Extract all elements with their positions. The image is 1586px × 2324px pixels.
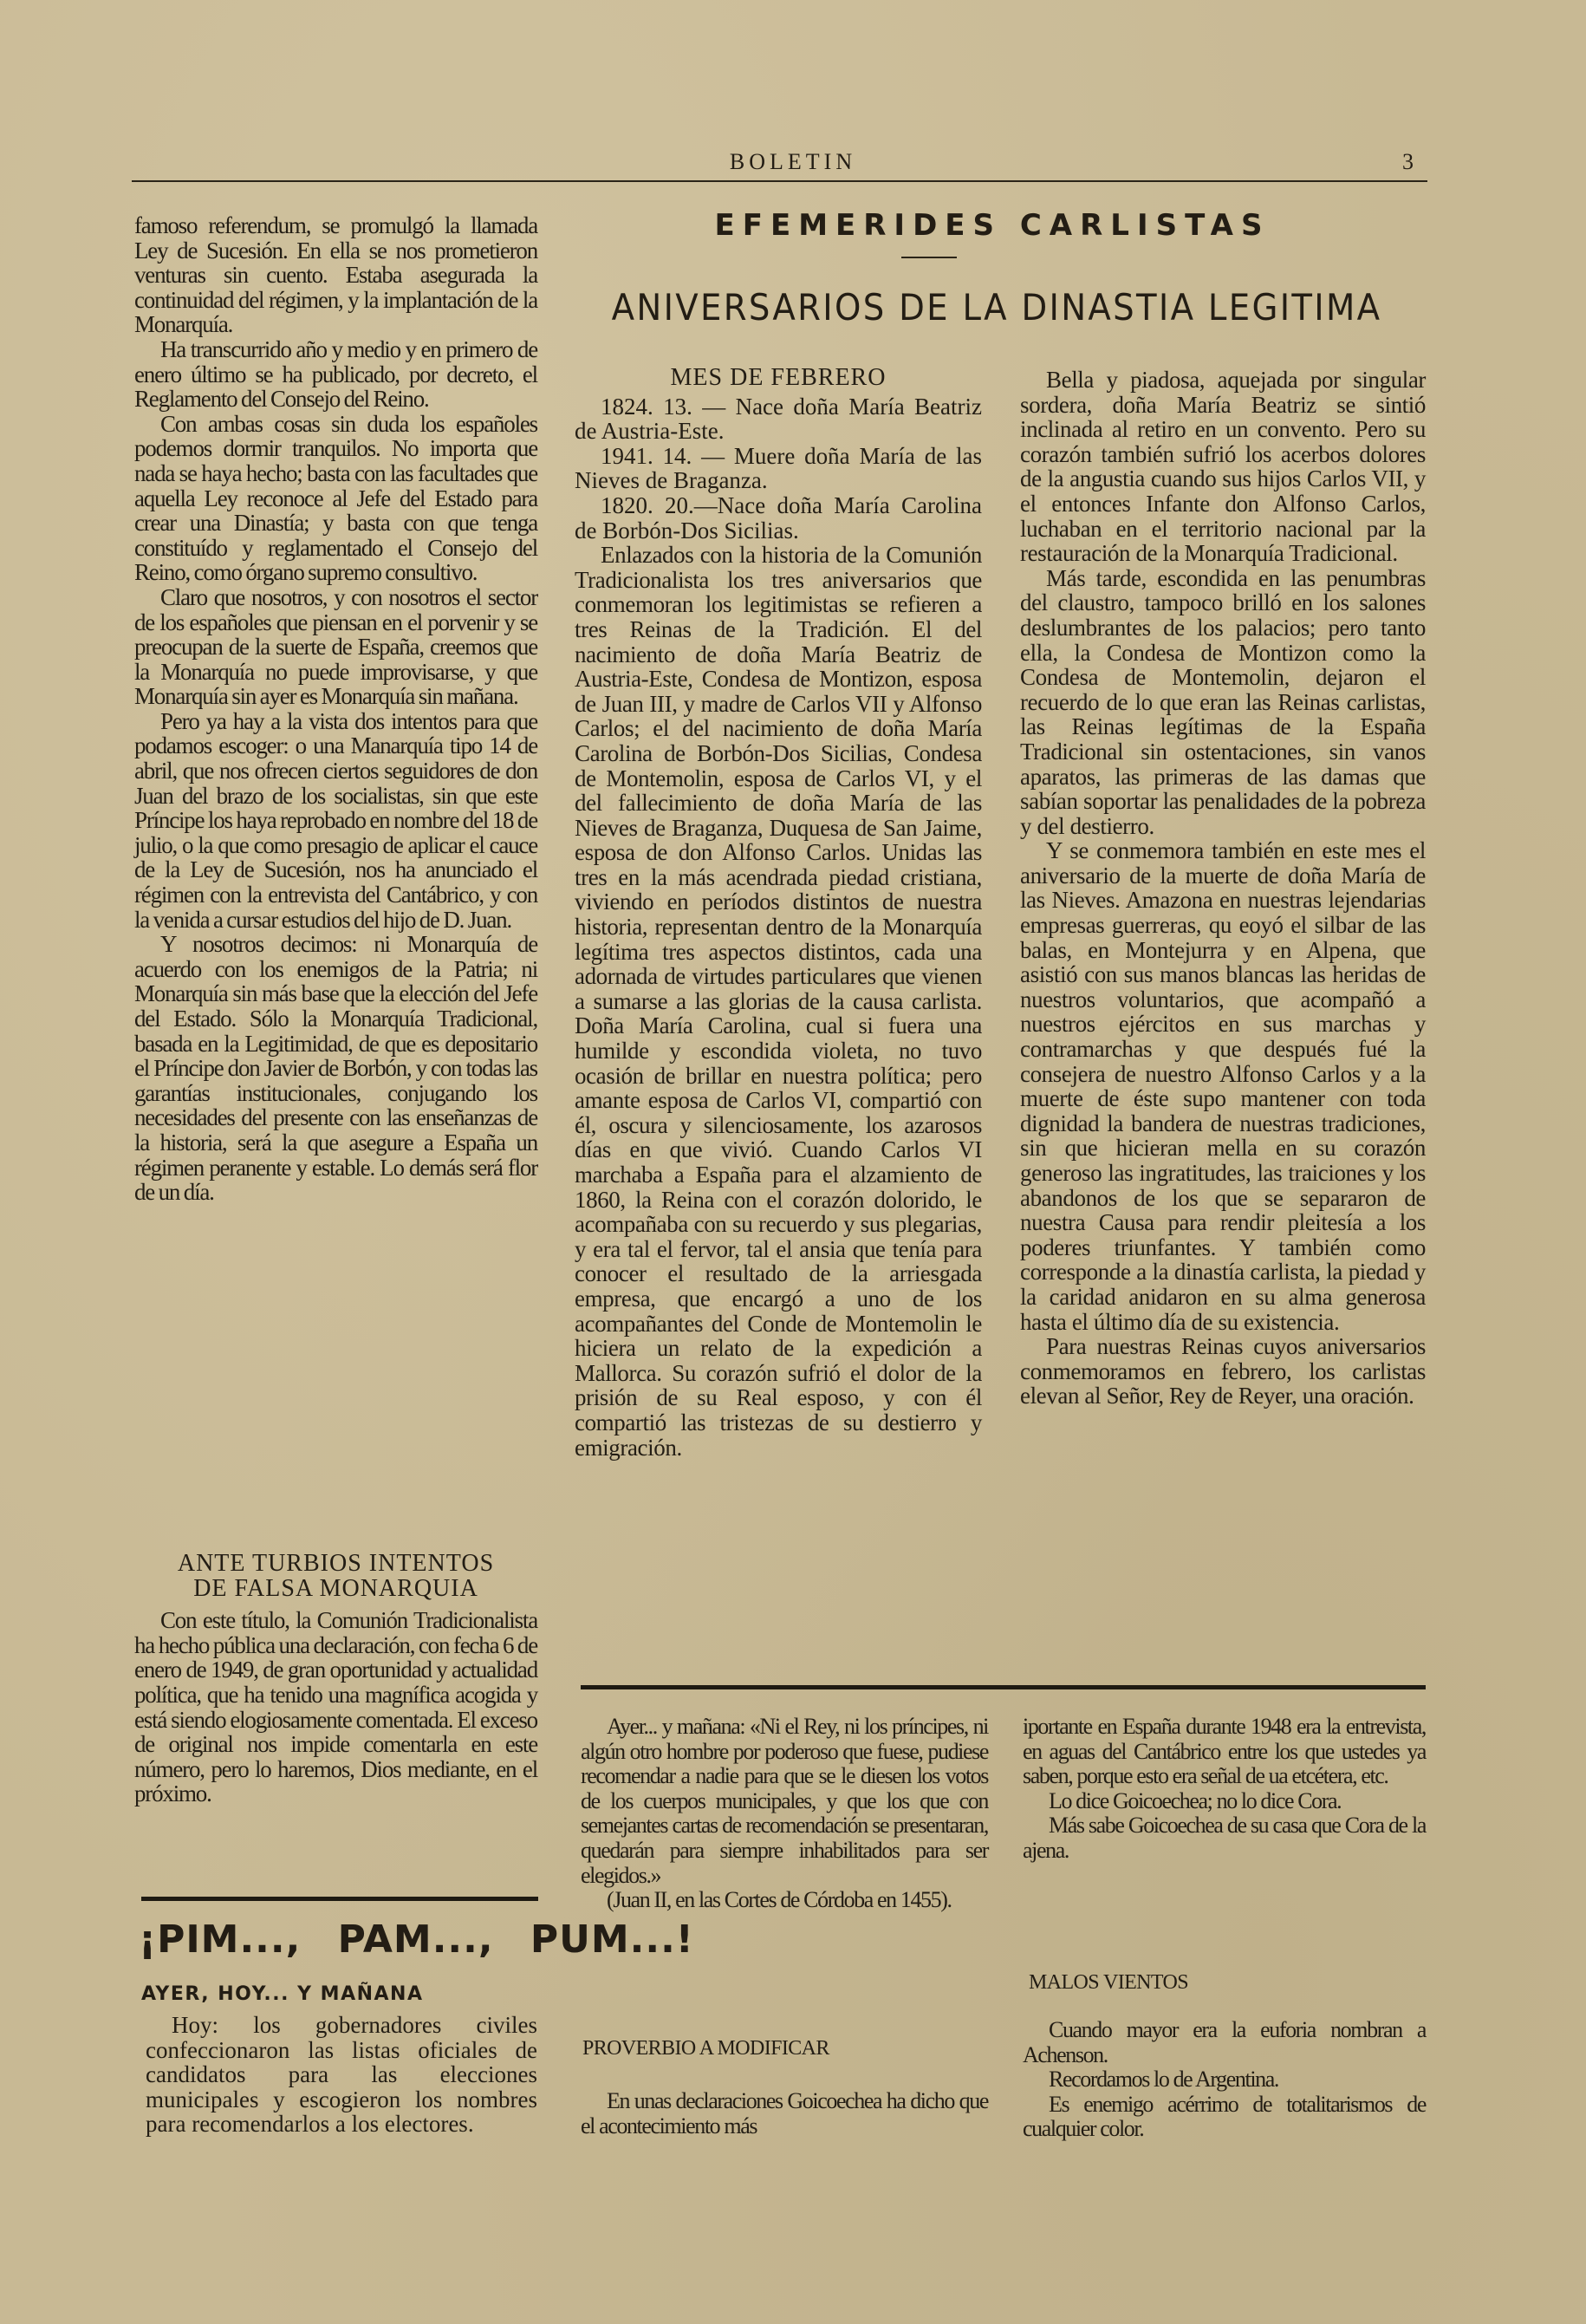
proverbio-block <box>581 2089 988 2138</box>
paragraph: Ayer... y mañana: «Ni el Rey, ni los príncipes, ni algún otro hombre por poderoso que fuese, pudiese recomendar a nadie para que se le diesen los votos de los cuerpos municipales, y que los que con semejantes cartas de recomendación se presentaran, quedarán para siempre inhabilitados para ser elegidos.» <box>581 1714 988 1888</box>
paragraph: Enlazados con la historia de la Comunión Tradicionalista los tres aniversarios que conmemoran los legitimistas se refieren a tres Reinas de la Tradición. El del nacimiento de doña María Beatriz de Austria-Este, Condesa de Montizon, esposa de Juan III, y madre de Carlos VII y Alfonso Carlos; el del nacimiento de doña María Carolina de Borbón-Dos Sicilias, Condesa de Montemolin, esposa de Carlos VI, y el del fallecimiento de doña María de las Nieves de Braganza, Duquesa de San Jaime, esposa de don Alfonso Carlos. Unidas las tres en la más acendrada piedad cristiana, viviendo en períodos distintos de nuestra historia, representan dentro de la Monarquía legítima tres aspectos distintos, cada una adornada de virtudes particulares que vienen a sumarse a las glorias de la causa carlista. Doña María Carolina, cual si fuera una humilde y escondida violeta, no tuvo ocasión de brillar en nuestra política; pero amante esposa de Carlos VI, compartió con él, oscura y silenciosamente, los azarosos días en que vivió. Cuando Carlos VI marchaba a España para el alzamiento de 1860, la Reina con el corazón dolorido, le acompañaba con su recuerdo y sus plegarias, y era tal el fervor, tal el ansia que tenía para conocer el resultado de la arriesgada empresa, que encargó a uno de los acompañantes del Conde de Montemolin le hiciera un relato de la expedición a Mallorca. Su corazón sufrió el dolor de la prisión de su Real esposo, y con él compartió las tristezas de su destierro y emigración. <box>575 542 982 1461</box>
entry: 1824. 13. — Nace doña María Beatriz de Austria-Este. <box>575 393 982 445</box>
paragraph: Para nuestras Reinas cuyos aniversarios conmemoramos en febrero, los carlistas elevan al Señor, Rey de Reyer, una oración. <box>1020 1333 1426 1409</box>
paragraph: Claro que nosotros, y con nosotros el sector de los españoles que piensan en el porvenir y se preocupan de la suerte de España, creemos que la Monarquía no puede improvisarse, y que Monarquía sin ayer es Monarquía sin mañana. <box>134 583 537 710</box>
header-rule <box>132 180 1427 182</box>
section-rule <box>581 1685 1426 1689</box>
paragraph: En unas declaraciones Goicoechea ha dicho que el acontecimiento más <box>581 2088 988 2138</box>
paragraph: Más tarde, escondida en las penumbras del claustro, tampoco brilló en los salones deslumbrantes de los palacios; pero tanto ella, la Condesa de Montizon como la Condesa de Montemolin, dejaron el recuerdo de lo que eran las Reinas carlistas, las Reinas legítimas de la España Tradicional sin ostentaciones, sin vanos aparatos, las primeras de las damas que sabían soportar las penalidades de la pobreza y del destierro. <box>1020 564 1426 839</box>
paragraph: Pero ya hay a la vista dos intentos para que podamos escoger: o una Manarquía tipo 14 de abril, que nos ofrecen ciertos seguidores de don Juan del brazo de los socialistas, sin que este Príncipe los haya reprobado en nombre del 18 de julio, o la que como presagio de aplicar el cauce de la Ley de Sucesión, nos ha anunciado el régimen con la entrevista del Cantábrico, y con la venida a cursar estudios del hijo de D. Juan. <box>134 707 537 933</box>
ayer-block <box>581 1715 988 1913</box>
proverbio-heading: PROVERBIO A MODIFICAR <box>582 2037 829 2060</box>
left-column <box>134 213 537 1205</box>
month-heading: MES DE FEBRERO <box>670 364 887 391</box>
paragraph: Y se conmemora también en este mes el aniversario de la muerte de doña María de las Nieves. Amazona en nuestras lejendarias empresas guerreras, qu eoyó el silbar de las balas, en Montejurra y en Alpena, que asistió con sus manos blancas las heridas de nuestros voluntarios, que acompañó a nuestros ejércitos en sus marchas y contramarchas y que después fué la consejera de nuestro Alfonso Carlos y a la muerte de éste supo mantener con toda dignidad la bandera de nuestras tradiciones, sin que hicieran mella en su corazón generoso las ingratitudes, las traiciones y los abandonos de los que se separaron de nuestra Causa para rendir pleitesía a los poderes triunfantes. Y también como corresponde a la dinastía carlista, la piedad y la caridad anidaron en su alma generosa hasta el último día de su existencia. <box>1020 837 1426 1335</box>
middle-column <box>575 366 982 1460</box>
left-subsection <box>134 1552 537 1806</box>
subheading: ANTE TURBIOS INTENTOS <box>177 1550 495 1577</box>
entry: 1820. 20.—Nace doña María Carolina de Borbón-Dos Sicilias. <box>575 491 982 544</box>
paragraph: Y nosotros decimos: ni Monarquía de acuerdo con los enemigos de la Patria; ni Monarquía sin más base que la elección del Jefe del Estado. Sólo la Monarquía Tradicional, basada en la Legitimidad, de que es depositario el Príncipe don Javier de Borbón, y con todas las garantías institucionales, conjugando los necesidades del presente con las enseñanzas de la historia, será la que asegure a España un régimen peranente y estable. Lo demás será flor de un día. <box>134 931 537 1206</box>
proverbio-continuation <box>1023 1715 1426 1864</box>
paragraph: Cuando mayor era la euforia nombran a Achenson. <box>1023 2017 1426 2067</box>
subheading: DE FALSA MONARQUIA <box>193 1574 478 1602</box>
malos-vientos-block <box>1023 2018 1426 2142</box>
paragraph: famoso referendum, se promulgó la llamada Ley de Sucesión. En ella se nos prometieron venturas sin cuento. Estaba asegurada la continuidad del régimen, y la implantación de la Monarquía. <box>134 212 537 338</box>
paragraph: iportante en España durante 1948 era la entrevista, en aguas del Cantábrico entre los que ustedes ya saben, porque esto era señal de ua etcétera, etc. <box>1023 1714 1426 1789</box>
running-title: BOLETIN <box>729 149 857 174</box>
paragraph: Bella y piadosa, aquejada por singular sordera, doña María Beatriz se sintió inclinada al retiro en un convento. Pero su corazón también sufrió los acerbos dolores de la angustia cuando sus hijos Carlos VII, y el entonces Infante don Alfonso Carlos, luchaban en el territorio nacional par la restauración de la Monarquía Tradicional. <box>1020 367 1426 567</box>
page-number: 3 <box>1402 149 1414 174</box>
citation: (Juan II, en las Cortes de Córdoba en 1455). <box>607 1887 952 1913</box>
paragraph: Hoy: los gobernadores civiles confeccionaron las listas oficiales de candidatos para las elecciones municipales y escogieron los nombres para recomendarlos a los electores. <box>146 2012 537 2138</box>
section-title: EFEMERIDES CARLISTAS <box>714 208 1271 243</box>
ayer-heading: AYER, HOY... Y MAÑANA <box>141 1983 424 2005</box>
paragraph: Con este título, la Comunión Tradicionalista ha hecho pública una declaración, con fecha 6 de enero de 1949, de gran oportunidad y actualidad política, que ha tenido una magnífica acogida y está siendo elogiosamente comentada. El exceso de original nos impide comentarla en este número, pero lo haremos, Dios mediante, en el próximo. <box>134 1607 537 1807</box>
section-rule <box>141 1897 538 1901</box>
paragraph: Más sabe Goicoechea de su casa que Cora de la ajena. <box>1023 1813 1426 1863</box>
paragraph: Ha transcurrido año y medio y en primero de enero último se ha publicado, por decreto, el Reglamento del Consejo del Reino. <box>134 335 537 413</box>
paragraph: Con ambas cosas sin duda los españoles podemos dormir tranquilos. No importa que nada se haya hecho; basta con las facultades que aquella Ley reconoce al Jefe del Estado para crear una Dinastía; y basta con que tenga constituído y reglamentado el Consejo del Reino, como órgano supremo consultivo. <box>134 410 537 586</box>
title-divider <box>901 257 957 258</box>
paragraph: Lo dice Goicoechea; no lo dice Cora. <box>1049 1787 1342 1813</box>
hoy-block <box>146 2013 537 2137</box>
pim-pam-pum-title: ¡PIM..., PAM..., PUM...! <box>139 1917 694 1962</box>
right-column <box>1020 368 1426 1409</box>
entry: 1941. 14. — Muere doña María de las Nieves de Braganza. <box>575 442 982 494</box>
paragraph: Es enemigo acérrimo de totalitarismos de cualquier color. <box>1023 2091 1426 2142</box>
headline: ANIVERSARIOS DE LA DINASTIA LEGITIMA <box>611 286 1382 329</box>
malos-vientos-heading: MALOS VIENTOS <box>1029 1971 1189 1994</box>
paragraph: Recordamos lo de Argentina. <box>1049 2067 1278 2093</box>
